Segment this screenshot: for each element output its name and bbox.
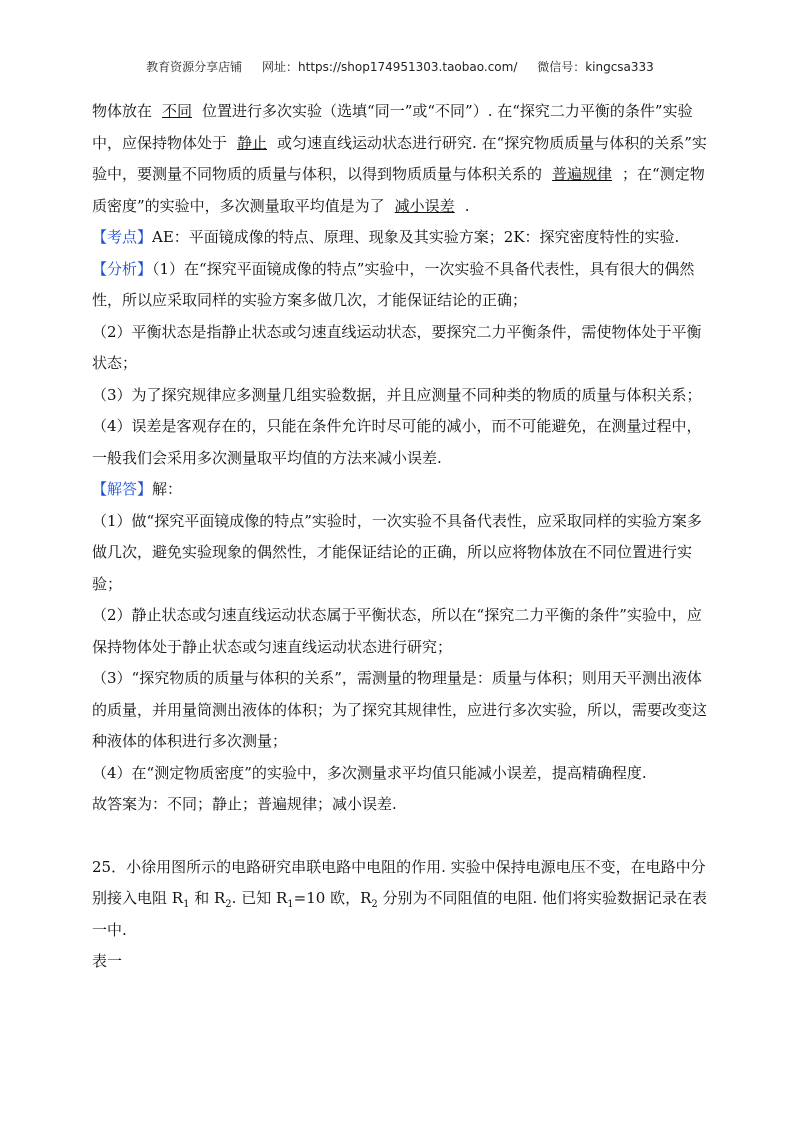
fenxi-paragraph-3: （3）为了探究规律应多测量几组实验数据，并且应测量不同种类的物质的质量与体积关系；: [92, 385, 702, 404]
question-25: [92, 852, 712, 947]
shop-name: 教育资源分享店铺: [146, 60, 243, 74]
page-header: [0, 58, 800, 75]
jieda-heading: [92, 474, 712, 506]
kaodian-tag: 【考点】: [92, 228, 153, 246]
spacer: [92, 821, 712, 852]
text-fragment: .: [464, 196, 470, 215]
fenxi-paragraph-2: （2）平衡状态是指静止状态或匀速直线运动状态，要探究二力平衡条件，需使物体处于平衡状态；: [92, 322, 702, 372]
text-fragment: 和 R: [189, 889, 226, 907]
jieda-tag: 【解答】: [92, 480, 153, 498]
text-fragment: 位置进行多次实验（选填“同一”或“不同”）. 在“探究二力平衡的条件”实验中，应保持物体处于: [92, 102, 693, 152]
jieda-lead: 解：: [152, 480, 183, 498]
text-fragment: ；在“测定物质密度”的实验中，多次测量取平均值是为了: [92, 165, 705, 215]
jieda-paragraph-4: （4）在“测定物质密度”的实验中，多次测量求平均值只能减小误差，提高精确程度.: [92, 763, 647, 782]
table-label: 表一: [92, 952, 123, 970]
subscript: 1: [287, 899, 294, 910]
answer-paragraph: [92, 96, 712, 222]
blank-answer-2: 静止: [237, 133, 268, 152]
jieda-paragraph-3: （3）“探究物质的质量与体积的关系”，需测量的物理量是：质量与体积；则用天平测出液体的质量，并用量筒测出液体的体积；为了探究其规律性，应进行多次实验，所以，需要改变这种液体的体积进行多次测量；: [92, 669, 708, 750]
subscript: 2: [371, 899, 378, 910]
subscript: 2: [225, 899, 232, 910]
final-answer: 故答案为：不同；静止；普遍规律；减小误差.: [92, 795, 397, 813]
subscript: 1: [183, 899, 190, 910]
blank-answer-4: 减小误差: [394, 196, 455, 215]
shop-url: 网址：https://shop174951303.taobao.com/: [262, 60, 518, 74]
text-fragment: 物体放在: [92, 102, 153, 120]
fenxi-tag: 【分析】: [92, 259, 153, 278]
jieda-paragraph-1: （1）做“探究平面镜成像的特点”实验时，一次实验不具备代表性，应采取同样的实验方案多做几次，避免实验现象的偶然性，才能保证结论的正确，所以应将物体放在不同位置进行实验；: [92, 511, 702, 593]
blank-answer-3: 普遍规律: [552, 165, 613, 183]
fenxi-paragraph-1: [92, 254, 712, 317]
fenxi-paragraph-4: （4）误差是客观存在的，只能在条件允许时尽可能的减小，而不可能避免，在测量过程中，一般我们会采用多次测量取平均值的方法来减小误差.: [92, 417, 702, 467]
text-fragment: =10 欧，R: [293, 889, 372, 907]
wechat-id: 微信号：kingcsa333: [537, 60, 654, 74]
fenxi-text-1: （1）在“探究平面镜成像的特点”实验中，一次实验不具备代表性，具有很大的偶然性，所以应采取同样的实验方案多做几次，才能保证结论的正确；: [92, 259, 695, 309]
document-body: [92, 96, 712, 978]
text-fragment: . 已知 R: [231, 889, 288, 907]
text-fragment: 25．小徐用图所示的电路研究串联电路中电阻的作用. 实验中保持电源电压不变，在电路中分别接入电阻 R: [92, 857, 706, 907]
kaodian-text: AE：平面镜成像的特点、原理、现象及其实验方案；2K：探究密度特性的实验.: [152, 228, 680, 246]
text-fragment: 分别为不同阻值的电阻. 他们将实验数据记录在表一中.: [92, 889, 708, 939]
kaodian-section: [92, 222, 712, 254]
text-fragment: 或匀速直线运动状态进行研究. 在“探究物质质量与体积的关系”实验中，要测量不同物质的质量与体积，以得到物质质量与体积关系的: [92, 133, 707, 183]
jieda-paragraph-2: （2）静止状态或匀速直线运动状态属于平衡状态，所以在“探究二力平衡的条件”实验中，应保持物体处于静止状态或匀速直线运动状态进行研究；: [92, 606, 702, 656]
blank-answer-1: 不同: [162, 102, 193, 120]
